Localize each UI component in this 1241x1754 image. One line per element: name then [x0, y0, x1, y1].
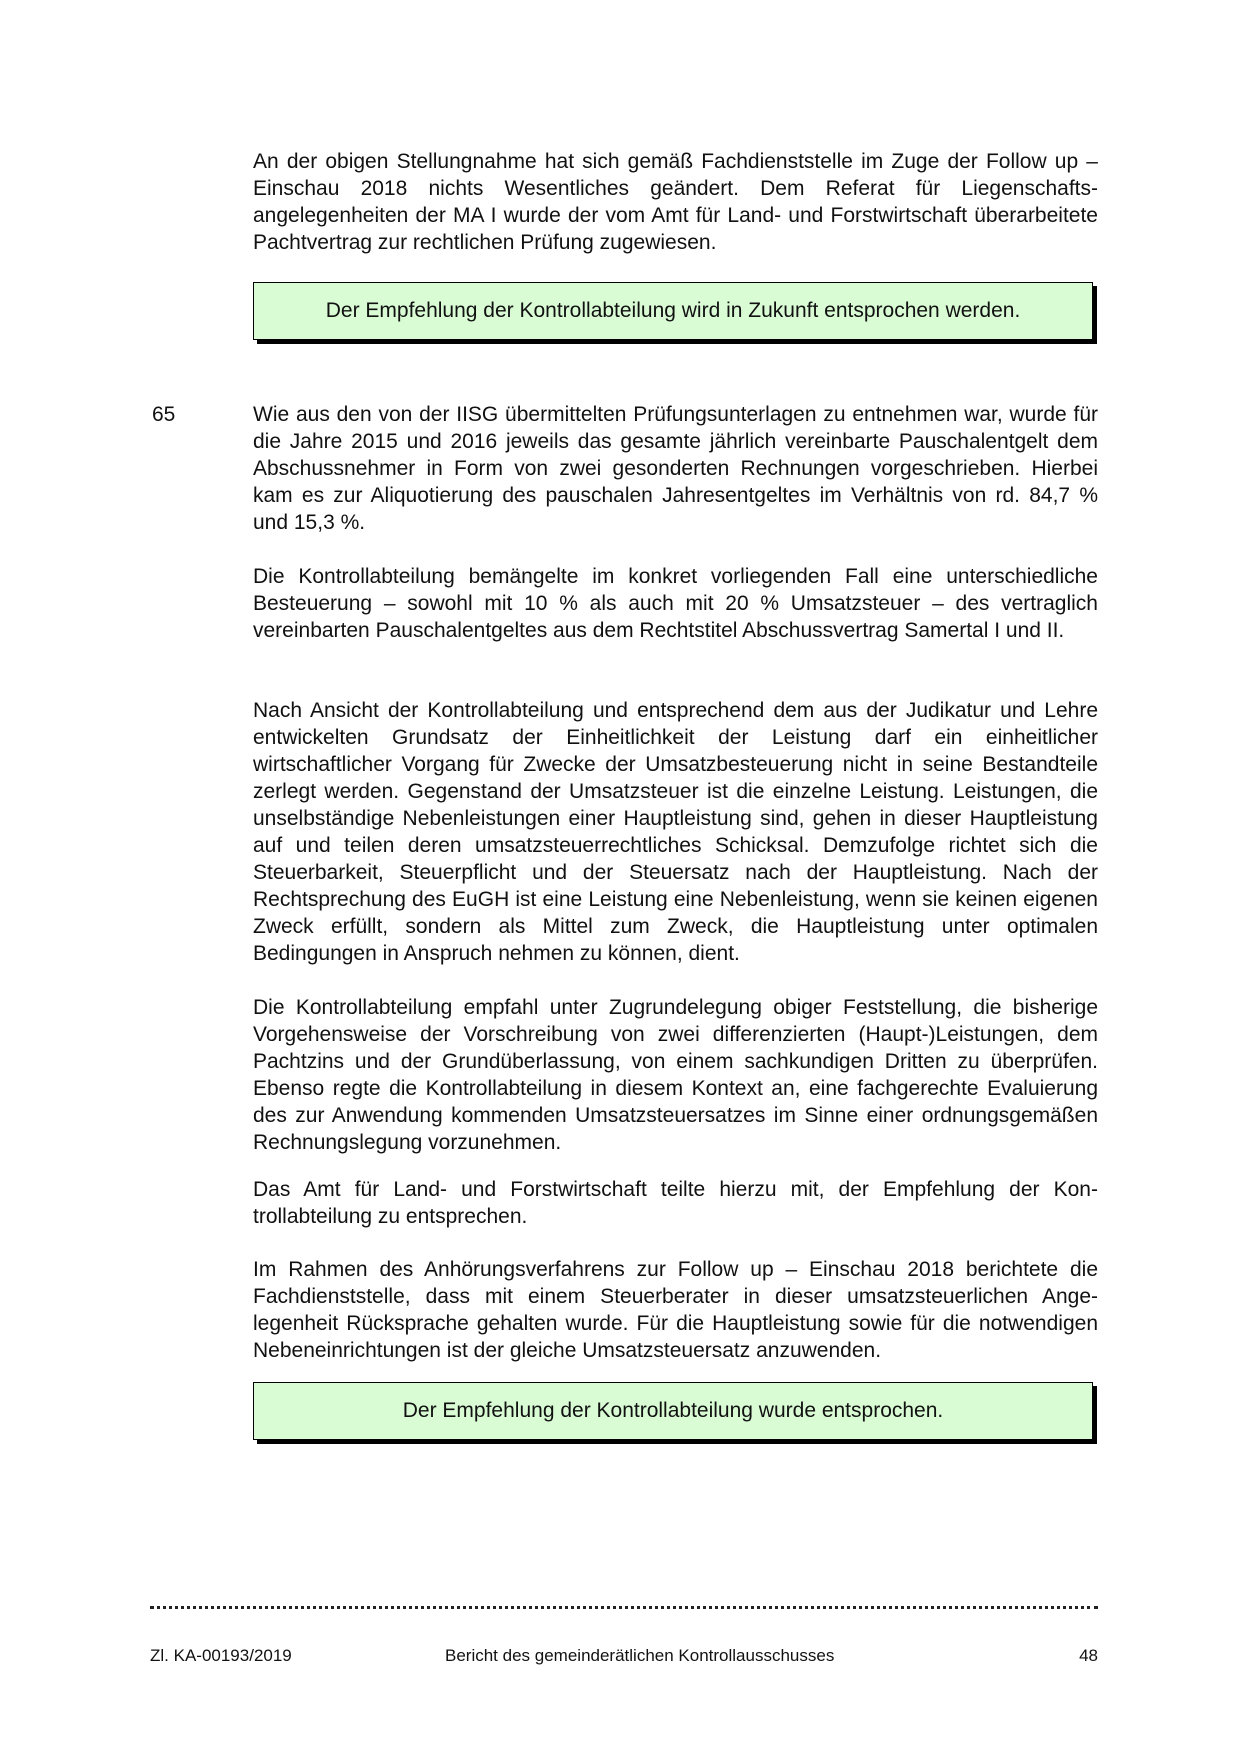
section-paragraph-5: Das Amt für Land- und Forstwirtschaft teilte hierzu mit, der Empfehlung der Kontrollabteilung zu entsprechen.	[253, 1178, 1098, 1228]
intro-paragraph: An der obigen Stellungnahme hat sich gemäß Fachdienststelle im Zuge der Follow up – Einschau 2018 nichts Wesentliches geändert. Dem Referat für Liegenschaftsangelegenheiten der MA I wurde der vom Amt für Land- und Forstwirtschaft überarbeitete Pachtvertrag zur rechtlichen Prüfung zugewiesen.	[253, 150, 1098, 254]
section-paragraph-6: Im Rahmen des Anhörungsverfahrens zur Follow up – Einschau 2018 berichtete die Fachdienststelle, dass mit einem Steuerberater in dieser umsatzsteuerlichen Angelegenheit Rücksprache gehalten wurde. Für die Hauptleistung sowie für die notwendigen Nebeneinrichtungen ist der gleiche Umsatzsteuersatz anzuwenden.	[253, 1258, 1098, 1362]
footer-reference: Zl. KA-00193/2019	[150, 1646, 292, 1665]
footer-title: Bericht des gemeinderätlichen Kontrollausschusses	[445, 1646, 835, 1665]
section-number: 65	[152, 403, 176, 426]
section-paragraph-4: Die Kontrollabteilung empfahl unter Zugrundelegung obiger Feststellung, die bisherige Vorgehensweise der Vorschreibung von zwei differenzierten (Haupt-)Leistungen, dem Pachtzins und der Grundüberlassung, von einem sachkundigen Dritten zu überprüfen. Ebenso regte die Kontrollabteilung in diesem Kontext an, eine fachgerechte Evaluierung des zur Anwendung kommenden Umsatzsteuersatzes im Sinne einer ordnungsgemäßen Rechnungslegung vorzunehmen.	[253, 996, 1098, 1154]
recommendation-text-2: Der Empfehlung der Kontrollabteilung wurde entsprochen.	[402, 1399, 944, 1422]
recommendation-box-1	[253, 282, 1093, 340]
footer-divider	[150, 1598, 1098, 1609]
recommendation-box-2	[253, 1382, 1093, 1440]
section-paragraph-3: Nach Ansicht der Kontrollabteilung und entsprechend dem aus der Judikatur und Lehre entwickelten Grundsatz der Einheitlichkeit der Leistung darf ein einheitlicher wirtschaftlicher Vorgang für Zwecke der Umsatzbesteuerung nicht in seine Bestandteile zerlegt werden. Gegenstand der Umsatzsteuer ist die einzelne Leistung. Leistungen, die unselbständige Nebenleistungen einer Hauptleistung sind, gehen in dieser Hauptleistung auf und teilen deren umsatzsteuerrechtliches Schicksal. Demzufolge richtet sich die Steuerbarkeit, Steuerpflicht und der Steuersatz nach der Hauptleistung. Nach der Rechtsprechung des EuGH ist eine Leistung eine Nebenleistung, wenn sie keinen eigenen Zweck erfüllt, sondern als Mittel zum Zweck, die Hauptleistung unter optimalen Bedingungen in Anspruch nehmen zu können, dient.	[253, 699, 1098, 965]
section-paragraph-1: Wie aus den von der IISG übermittelten Prüfungsunterlagen zu entnehmen war, wurde für die Jahre 2015 und 2016 jeweils das gesamte jährlich vereinbarte Pauschalentgelt dem Abschussnehmer in Form von zwei gesonderten Rechnungen vorgeschrieben. Hierbei kam es zur Aliquotierung des pauschalen Jahresentgeltes im Verhältnis von rd. 84,7 % und 15,3 %.	[253, 403, 1098, 534]
section-paragraph-2: Die Kontrollabteilung bemängelte im konkret vorliegenden Fall eine unterschiedliche Besteuerung – sowohl mit 10 % als auch mit 20 % Umsatzsteuer – des vertraglich vereinbarten Pauschalentgeltes aus dem Rechtstitel Abschussvertrag Samertal I und II.	[253, 565, 1098, 642]
recommendation-text-1: Der Empfehlung der Kontrollabteilung wird in Zukunft entsprochen werden.	[325, 299, 1021, 322]
page-number: 48	[1079, 1646, 1098, 1665]
